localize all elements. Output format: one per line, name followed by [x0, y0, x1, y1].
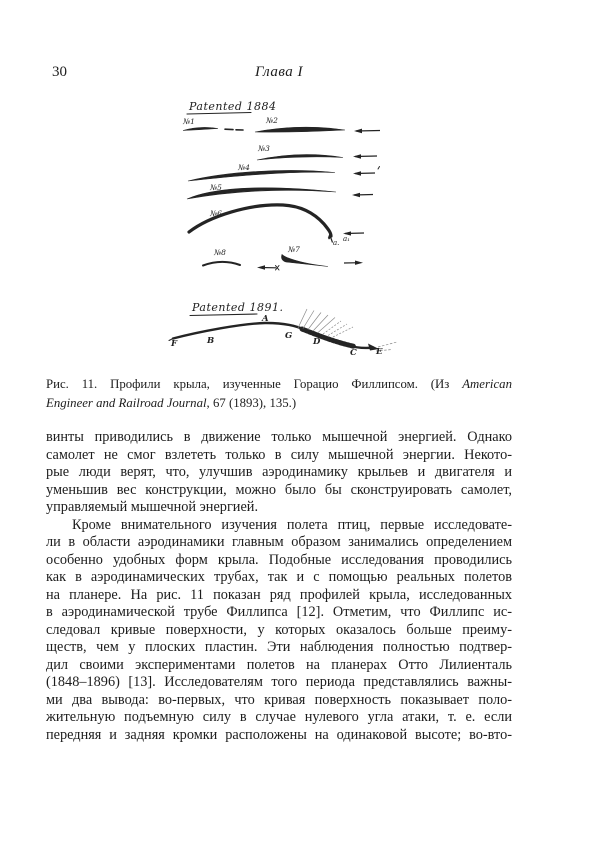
caption-line-2 [46, 394, 512, 413]
page-header [46, 64, 512, 84]
profile-1891-stipple-band [302, 329, 355, 347]
letter-A: A [262, 314, 269, 324]
profile-label-3: №3 [258, 144, 270, 153]
asterisk-mark [276, 266, 280, 271]
text-line: ми два вывода: во-первых, что кривая поверхность показывает поло- [46, 691, 512, 708]
flow-arrowhead-2 [353, 154, 361, 159]
profile-3 [257, 155, 343, 160]
text-line: управляемый мышечной энергией. [46, 499, 259, 515]
text-line: на планере. На рис. 11 показан ряд профилей крыла, исследованных [46, 586, 512, 603]
body-text [46, 429, 512, 744]
wing-profiles-drawing [150, 95, 410, 365]
profile-7 [282, 255, 329, 267]
flow-arrowhead-6 [355, 261, 363, 265]
caption-reference: , 67 (1893), 135.) [206, 396, 297, 410]
text-line: уменьшив вес конструкции, можно было бы сконструировать самолет, [46, 481, 512, 498]
profile-label-4: №4 [238, 163, 250, 172]
letter-G: G [285, 331, 293, 341]
figure-caption [46, 375, 512, 413]
text-line: рые люди верят, что, улучшив аэродинамику крыльев и двигателя и [46, 464, 512, 480]
text-line: винты приводились в движение только мышечной энергией. Однако [46, 429, 512, 445]
chapter-title: Глава I [254, 64, 304, 80]
flow-arrowhead-1 [354, 129, 362, 134]
letter-F: F [171, 339, 178, 349]
profile-2 [255, 127, 345, 132]
profile-label-7: №7 [288, 245, 300, 254]
profile-label-1: №1 [183, 117, 195, 126]
caption-line-1 [46, 375, 512, 394]
flow-arrowhead-4 [352, 193, 360, 198]
text-line: дил своими экспериментами полетов на планерах Отто Лилиенталь [46, 656, 512, 673]
underline-1891 [190, 314, 257, 316]
profile-label-6: №6 [210, 209, 222, 218]
profile-1 [183, 127, 218, 130]
caption-text: Рис. 11. Профили крыла, изученные Горацио Филлипсом. (Из [46, 377, 450, 391]
annotation-a: a. [333, 239, 340, 247]
caption-journal-start: American [462, 377, 512, 391]
text-line: особенно удобных форм крыла. Подобные исследования проводились [46, 551, 512, 568]
annotation-a1: a₁ [343, 235, 350, 243]
tick-mark [378, 167, 380, 170]
flow-arrowhead-3 [353, 171, 361, 176]
profile-label-5: №5 [210, 183, 222, 192]
text-line: (1848–1896) [13]. Исследователям того периода представлялись важны- [46, 674, 512, 690]
profile-label-8: №8 [214, 248, 226, 257]
text-line: передняя и задняя кромки расположены на одинаковой высоте; во-вто- [46, 726, 512, 743]
caption-journal-end: Engineer and Railroad Journal [46, 396, 207, 410]
profile-label-2: №2 [266, 116, 278, 125]
page-number: 30 [52, 64, 67, 80]
text-line: самолет не смог взлететь только в силу мышечной энергии. Некото- [46, 446, 512, 463]
figure-label-1891: Patented 1891. [192, 301, 284, 314]
text-line: как в аэродинамических трубах, так и с помощью реальных полетов [46, 569, 512, 585]
letter-D: D [313, 337, 321, 347]
paragraph-2 [46, 517, 512, 745]
text-line: в аэродинамической трубе Филлипса [12]. Отметим, что Филлипс ис- [46, 604, 512, 620]
text-line: следовал кривые поверхности, у которых оказалось больше преиму- [46, 621, 512, 638]
letter-B: B [207, 336, 215, 346]
text-line: ли в области аэродинамики главным образом занимались определением [46, 534, 512, 550]
figure-label-1884: Patented 1884 [189, 100, 277, 113]
letter-C: C [350, 348, 357, 358]
text-line: жительную подъемную силу в случае нулевого угла атаки, т. е. если [46, 709, 512, 725]
text-line: Кроме внимательного изучения полета птиц, первые исследовате- [72, 516, 512, 533]
double-arrowhead [257, 265, 265, 269]
figure-wing-profiles [150, 95, 410, 365]
paragraph-1 [46, 429, 512, 517]
profile-8 [203, 262, 240, 266]
letter-E: E [376, 347, 383, 357]
profile-4 [188, 170, 335, 181]
text-line: ществ, чем у плоских пластин. Эти наблюдения полностью подтвер- [46, 639, 512, 655]
